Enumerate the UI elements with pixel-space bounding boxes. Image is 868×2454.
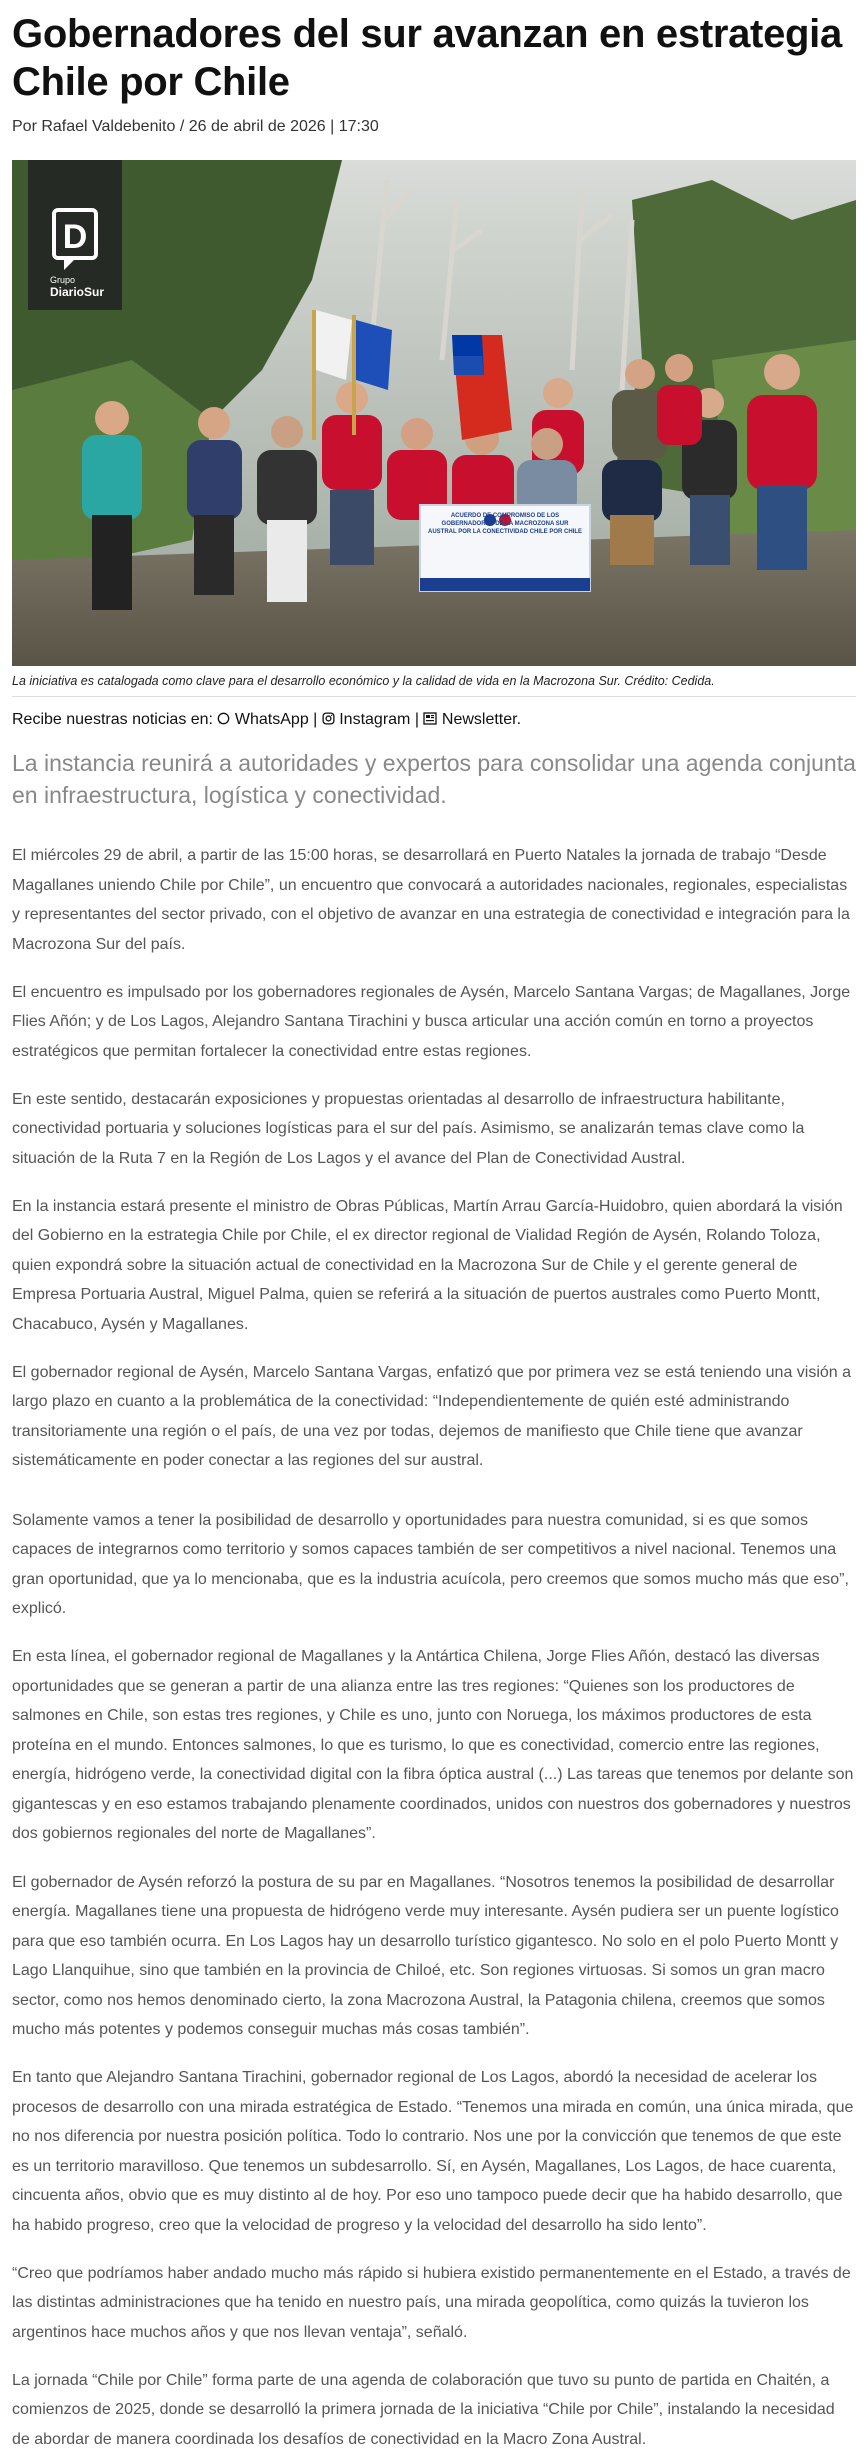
- paragraph: En tanto que Alejandro Santana Tirachini, gobernador regional de Los Lagos, abordó la necesidad de acelerar los procesos de desarrollo con una mirada estratégica de Estado. “Tenemos una mirada en común, una única mirada, que no nos diferencia por nuestra posición política. Todo lo contrario. Nos une por la convicción que tenemos de que este es un territorio maravilloso. Que tenemos un subdesarrollo. Sí, en Aysén, Magallanes, Los Lagos, de hace cuarenta, cincuenta años, obvio que es muy distinto al de hoy. Por eso uno tampoco puede decir que ha habido desarrollo, que ha habido progreso, creo que la velocidad de progreso y la velocidad del desarrollo ha sido lento”.: [12, 2069, 854, 2234]
- paragraph: Solamente vamos a tener la posibilidad de desarrollo y oportunidades para nuestra comunidad, si es que somos capaces de integrarnos como territorio y somos capaces también de ser competitivos a nivel nacional. Tenemos una gran oportunidad, que ya lo mencionaba, que es la industria acuícola, pero creemos que somos mucho más que eso”, explicó.: [12, 1511, 849, 1618]
- logo-mark: [28, 160, 122, 310]
- diariosur-logo: [28, 160, 122, 310]
- logo-letter: D: [62, 218, 88, 256]
- instagram-link[interactable]: [322, 711, 411, 728]
- paragraph: En la instancia estará presente el ministro de Obras Públicas, Martín Arrau García-Huidobro, quien abordará la visión del Gobierno en la estrategia Chile por Chile, el ex director regional de Vialidad Región de Aysén, Rolando Toloza, quien expondrá sobre la situación actual de conectividad en la Macrozona Sur de Chile y el gerente general de Empresa Portuaria Austral, Miguel Palma, quien se referirá a la situación de puertos australes como Puerto Montt, Chacabuco, Aysén y Magallanes.: [12, 1197, 843, 1333]
- byline: Por Rafael Valdebenito / 26 de abril de 2026 | 17:30: [12, 118, 379, 135]
- article-lead: La instancia reunirá a autoridades y expertos para consolidar una agenda conjunta en infraestructura, logística y conectividad.: [12, 750, 856, 808]
- newspaper-icon: [423, 712, 437, 725]
- paragraph: La jornada “Chile por Chile” forma parte de una agenda de colaboración que tuvo su punto de partida en Chaitén, a comienzos de 2025, donde se desarrolló la primera jornada de la iniciativa “Chile por Chile”, instalando la necesidad de abordar de manera coordinada los desafíos de conectividad en la Macro Zona Austral.: [12, 2371, 835, 2448]
- logo-line1: Grupo: [50, 275, 76, 285]
- paragraph: El encuentro es impulsado por los gobernadores regionales de Aysén, Marcelo Santana Vargas; de Magallanes, Jorge Flies Añón; y de Los Lagos, Alejandro Santana Tirachini y busca articular una acción común en torno a proyectos estratégicos que permitan fortalecer la conectividad entre estas regiones.: [12, 983, 851, 1060]
- paragraph: El miércoles 29 de abril, a partir de las 15:00 horas, se desarrollará en Puerto Natales la jornada de trabajo “Desde Magallanes uniendo Chile por Chile”, un encuentro que convocará a autoridades nacionales, regionales, especialistas y representantes del sector privado, con el objetivo de avanzar en una estrategia de conectividad e integración para la Macrozona Sur del país.: [12, 847, 850, 953]
- article-photo: [12, 160, 856, 666]
- paragraph: El gobernador de Aysén reforzó la postura de su par en Magallanes. “Nosotros tenemos la posibilidad de desarrollar energía. Magallanes tiene una propuesta de hidrógeno verde muy interesante. Aysén pudiera ser un puente logístico para que eso también ocurra. En Los Lagos hay un desarrollo turístico gigantesco. No solo en el polo Puerto Montt y Lago Llanquihue, sino que también en la provincia de Chiloé, etc. Son regiones virtuosas. Si somos un gran macro sector, como nos hemos denominado cierto, la zona Macrozona Austral, la Patagonia chilena, creemos que somos mucho más potentes y podemos conseguir muchas más cosas también”.: [12, 1873, 839, 2039]
- separator: |: [414, 711, 419, 728]
- paragraph: El gobernador regional de Aysén, Marcelo Santana Vargas, enfatizó que por primera vez se está teniendo una visión a largo plazo en cuanto a la problemática de la conectividad: “Independientemente de quién esté administrando transitoriamente una región o el país, de una vez por todas, dejemos de manifiesto que Chile tiene que avanzar sistemáticamente en poder conectar a las regiones del sur austral.: [12, 1363, 852, 1470]
- photo-illustration: [12, 160, 856, 666]
- logo-line2: DiarioSur: [50, 285, 105, 299]
- whatsapp-link[interactable]: [217, 711, 308, 728]
- article-title: Gobernadores del sur avanzan en estrategia Chile por Chile: [12, 12, 842, 104]
- photo-banner-text: ACUERDO DE COMPROMISO DE LOS GOBERNADORES DE LA MACROZONA SUR AUSTRAL POR LA CONECTIVIDAD CHILE POR CHILE: [428, 513, 582, 535]
- article-body: [12, 841, 856, 2454]
- whatsapp-label: WhatsApp: [234, 711, 309, 728]
- article: [0, 10, 868, 2454]
- separator: |: [313, 711, 318, 728]
- paragraph: En este sentido, destacarán exposiciones y propuestas orientadas al desarrollo de infraestructura habilitante, conectividad portuaria y soluciones logísticas para el sur del país. Asimismo, se analizarán temas clave como la situación de la Ruta 7 en la Región de Los Lagos y el avance del Plan de Conectividad Austral.: [12, 1090, 805, 1167]
- newsletter-link[interactable]: [423, 711, 516, 728]
- paragraph: “Creo que podríamos haber andado mucho más rápido si hubiera existido permanentemente en el Estado, a través de las distintas administraciones que ha tenido en nuestro país, una mirada geopolítica, como quizás la tuvieron los argentinos hace muchos años y que nos llevan ventaja”, señaló.: [12, 2264, 851, 2341]
- instagram-label: Instagram: [339, 711, 411, 728]
- paragraph: En esta línea, el gobernador regional de Magallanes y la Antártica Chilena, Jorge Flies Añón, destacó las diversas oportunidades que se generan a partir de una alianza entre las tres regiones: “Quienes son los productores de salmones en Chile, son estas tres regiones, y Chile es uno, junto con Noruega, los máximos productores de esta proteína en el mundo. Entonces salmones, lo que es turismo, lo que es conectividad, comercio entre las regiones, energía, hidrógeno verde, la conectividad digital con la fibra óptica austral (...) Las tareas que tenemos por delante son gigantescas y en eso estamos trabajando plenamente coordinados, unidos con nuestros dos gobernadores y nuestros dos gobiernos regionales del norte de Magallanes”.: [12, 1648, 854, 1843]
- subscribe-bar: Recibe nuestras noticias en: WhatsApp | Instagram | Newsletter.: [12, 711, 522, 728]
- photo-caption: La iniciativa es catalogada como clave para el desarrollo económico y la calidad de vida en la Macrozona Sur. Crédito: Cedida.: [12, 666, 856, 697]
- whatsapp-icon: [217, 712, 230, 725]
- subscribe-prefix: Recibe nuestras noticias en:: [12, 711, 213, 728]
- newsletter-label: Newsletter: [441, 711, 517, 728]
- instagram-icon: [322, 712, 335, 725]
